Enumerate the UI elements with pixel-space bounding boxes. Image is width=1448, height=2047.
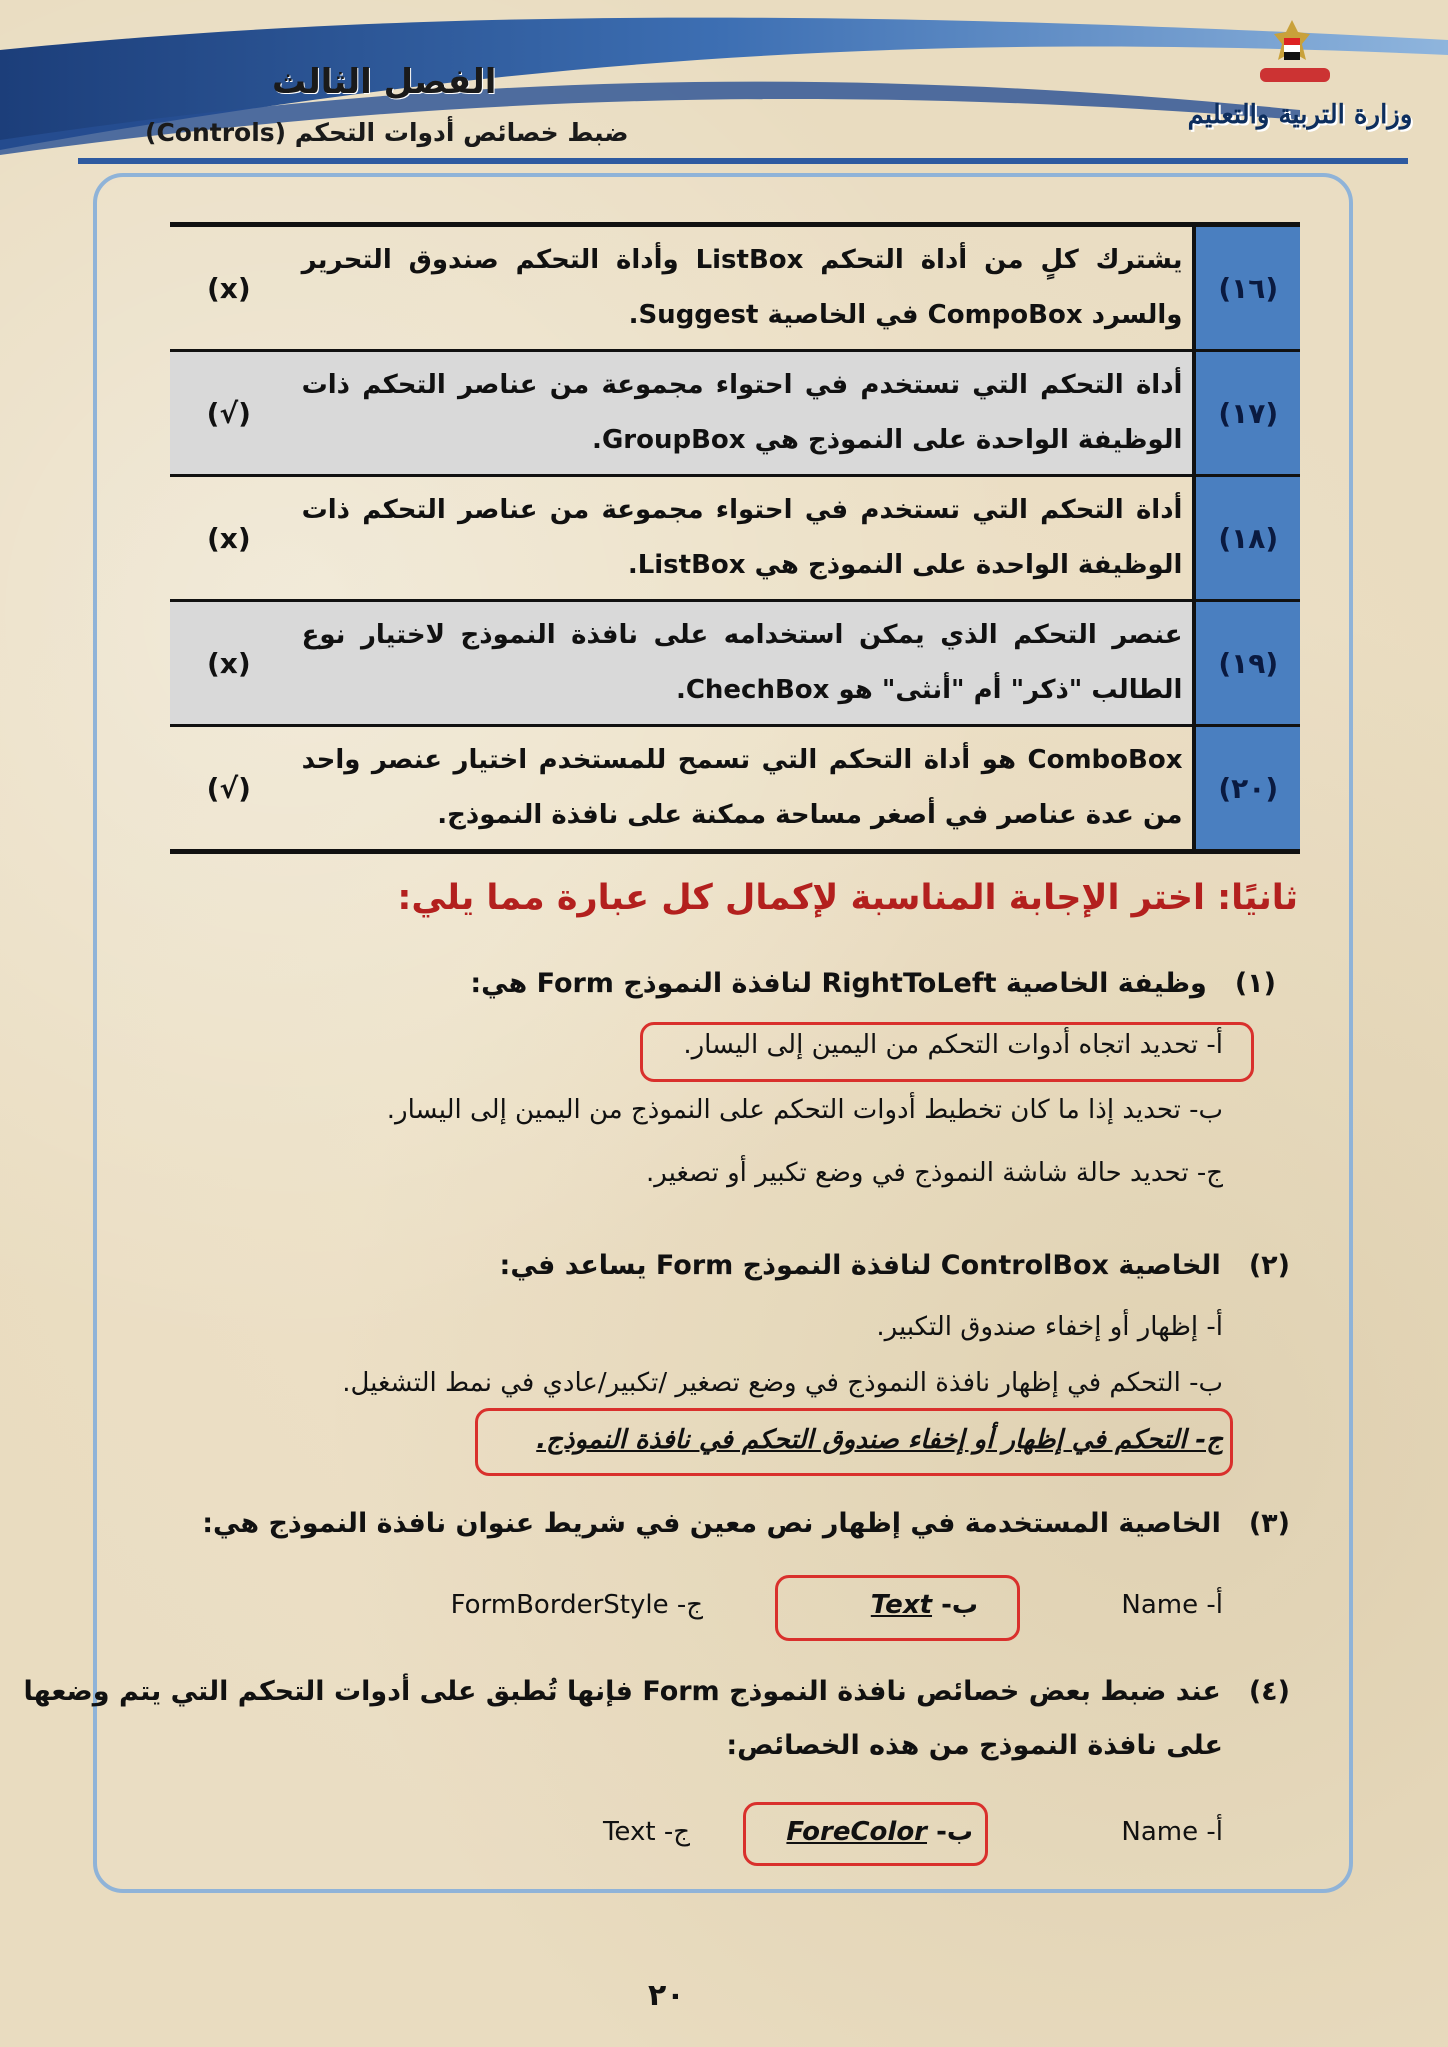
question-number: (١) [1234, 968, 1276, 999]
statement-text: أداة التحكم التي تستخدم في احتواء مجموعة من عناصر التحكم ذات الوظيفة الواحدة على النموذج هي ListBox. [301, 495, 1183, 580]
option-label: أ- [1206, 1590, 1223, 1620]
option-b: ب- التحكم في إظهار نافذة النموذج في وضع تصغير /تكبير/عادي في نمط التشغيل. [342, 1368, 1223, 1398]
option-value: Text [602, 1817, 656, 1847]
option-a: أ- تحديد اتجاه أدوات التحكم من اليمين إلى اليسار. [683, 1030, 1223, 1060]
statement-text: ComboBox هو أداة التحكم التي تسمح للمستخدم اختيار عنصر واحد من عدة عناصر في أصغر مساحة ممكنة على نافذة النموذج. [301, 745, 1183, 830]
option-b: ب- تحديد إذا ما كان تخطيط أدوات التحكم على النموذج من اليمين إلى اليسار. [386, 1095, 1223, 1125]
option-c [603, 1817, 690, 1847]
option-c: ج- تحديد حالة شاشة النموذج في وضع تكبير أو تصغير. [646, 1158, 1223, 1188]
option-label: أ- [1206, 1817, 1223, 1847]
question-number: (١٧) [1194, 351, 1300, 476]
question-text: الخاصية ControlBox لنافذة النموذج Form يساعد في: [499, 1250, 1221, 1281]
option-a [1121, 1817, 1223, 1847]
section-title: ثانيًا: اختر الإجابة المناسبة لإكمال كل عبارة مما يلي: [397, 878, 1298, 918]
answer-mark: (x) [206, 521, 251, 555]
option-value: Name [1121, 1817, 1199, 1847]
ministry-name: وزارة التربية والتعليم [1187, 100, 1413, 130]
question-text: عند ضبط بعض خصائص نافذة النموذج Form فإنها تُطبق على أدوات التحكم التي يتم وضعها [23, 1676, 1221, 1707]
true-false-table [170, 222, 1300, 854]
option-value: Text [870, 1590, 933, 1620]
chapter-subtitle: ضبط خصائص أدوات التحكم (Controls) [145, 118, 629, 147]
statement-text: عنصر التحكم الذي يمكن استخدامه على نافذة النموذج لاختيار نوع الطالب "ذكر" أم "أنثى" هو ChechBox. [288, 601, 1195, 726]
table-row [170, 351, 1300, 476]
question-2 [500, 1250, 1290, 1281]
answer-mark: (x) [206, 271, 251, 305]
question-number: (٢) [1248, 1250, 1290, 1281]
question-3 [202, 1508, 1290, 1539]
eagle-emblem-icon [1185, 10, 1410, 155]
statement-text: أداة التحكم التي تستخدم في احتواء مجموعة من عناصر التحكم ذات الوظيفة الواحدة على النموذج هي GroupBox. [288, 351, 1195, 476]
answer-mark: (x) [170, 601, 288, 726]
question-number: (١٩) [1194, 601, 1300, 726]
option-label: ب- [936, 1817, 973, 1847]
option-value: FormBorderStyle [450, 1590, 669, 1620]
table-row [170, 601, 1300, 726]
question-4-continued: على نافذة النموذج من هذه الخصائص: [726, 1730, 1223, 1761]
option-b [786, 1817, 973, 1847]
option-label: ب- [941, 1590, 978, 1620]
table-row [170, 726, 1300, 852]
option-value: Name [1121, 1590, 1199, 1620]
chapter-title: الفصل الثالث [272, 62, 497, 102]
question-number: (١٦) [1194, 225, 1300, 351]
table-row [170, 225, 1300, 351]
answer-mark: (√) [206, 771, 251, 805]
question-number: (٣) [1248, 1508, 1290, 1539]
question-number: (٢٠) [1194, 726, 1300, 852]
question-text: الخاصية المستخدمة في إظهار نص معين في شريط عنوان نافذة النموذج هي: [202, 1508, 1221, 1539]
option-a: أ- إظهار أو إخفاء صندوق التكبير. [876, 1312, 1223, 1342]
option-b [871, 1590, 978, 1620]
option-label: ج- [676, 1590, 703, 1620]
question-text: وظيفة الخاصية RightToLeft لنافذة النموذج Form هي: [470, 968, 1207, 999]
page-number: ٢٠ [648, 1978, 685, 2013]
question-1 [470, 968, 1276, 999]
answer-mark: (√) [170, 351, 288, 476]
question-number: (٤) [1248, 1676, 1290, 1707]
option-value: ForeColor [786, 1817, 928, 1847]
statement-text: يشترك كلٍ من أداة التحكم ListBox وأداة التحكم صندوق التحرير والسرد CompoBox في الخاصية Suggest. [301, 245, 1183, 330]
option-c: ج- التحكم في إظهار أو إخفاء صندوق التحكم في نافذة النموذج. [536, 1425, 1223, 1455]
option-a [1121, 1590, 1223, 1620]
option-c [451, 1590, 703, 1620]
question-number: (١٨) [1194, 476, 1300, 601]
option-label: ج- [663, 1817, 690, 1847]
table-row [170, 476, 1300, 601]
question-4 [23, 1676, 1290, 1707]
